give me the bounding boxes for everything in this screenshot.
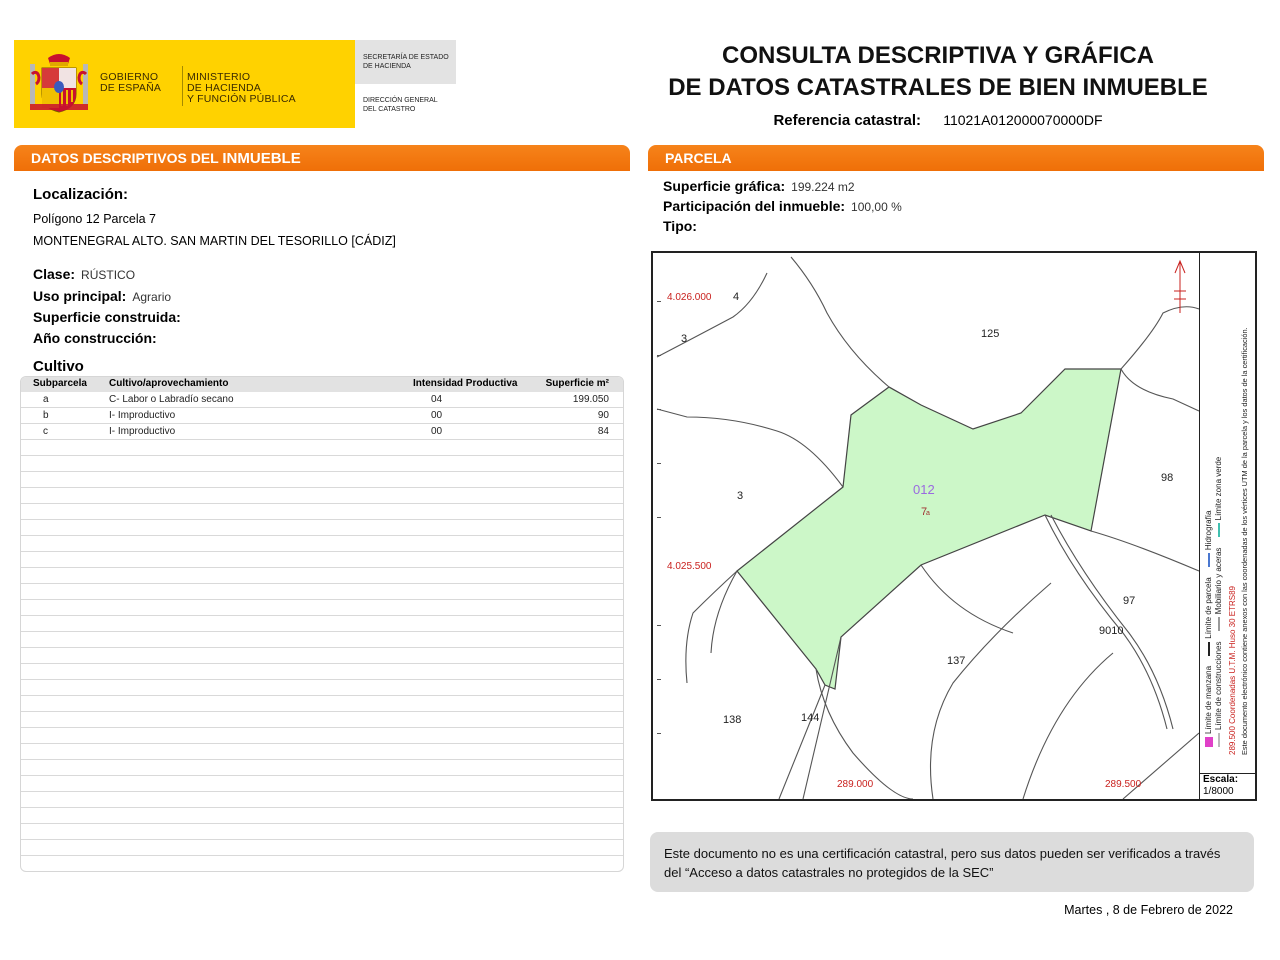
legend-hidrografia: Hidrografía <box>1204 510 1213 551</box>
document-date: Martes , 8 de Febrero de 2022 <box>1064 903 1233 917</box>
map-label-4: 4 <box>733 291 740 303</box>
map-label-138: 138 <box>723 714 742 726</box>
cell-superficie: 84 <box>597 426 609 437</box>
section-title-parcela: PARCELA <box>665 150 732 166</box>
clase-label: Clase: <box>33 266 76 282</box>
uso-row <box>33 288 171 306</box>
cell-superficie: 90 <box>597 410 609 421</box>
participacion-label: Participación del inmueble: <box>663 198 846 214</box>
mobiliario-swatch <box>1218 617 1220 631</box>
map-label-137: 137 <box>947 655 966 667</box>
cell-sub: b <box>43 410 49 421</box>
scale-value: 1/8000 <box>1203 786 1234 797</box>
legend-zona-verde: Límite zona verde <box>1214 456 1223 521</box>
section-bar-descriptivos <box>14 145 630 171</box>
localizacion-line2: MONTENEGRAL ALTO. SAN MARTIN DEL TESORILLO [CÁDIZ] <box>33 234 396 248</box>
superficie-construida-label: Superficie construida: <box>33 309 181 325</box>
ref-value: 11021A012000070000DF <box>943 112 1103 128</box>
manzana-swatch <box>1205 737 1213 747</box>
cell-cultivo: I- Improductivo <box>109 410 176 421</box>
legend-construcciones: Límite de construcciones <box>1214 641 1223 730</box>
header-superficie: Superficie m² <box>545 378 609 389</box>
map-label-3: 3 <box>737 490 744 502</box>
coat-of-arms-icon <box>28 50 90 116</box>
uso-value: Agrario <box>132 290 172 304</box>
tipo-label: Tipo: <box>663 218 697 234</box>
referencia-catastral <box>640 112 1236 129</box>
empty-table-row <box>21 840 623 856</box>
anio-construccion-label: Año construcción: <box>33 330 157 346</box>
anio-construccion-row <box>33 330 157 348</box>
empty-table-row <box>21 616 623 632</box>
cell-cultivo: I- Improductivo <box>109 426 176 437</box>
north-arrow-icon <box>1174 261 1186 313</box>
cell-superficie: 199.050 <box>572 394 609 405</box>
empty-table-row <box>21 568 623 584</box>
map-scale <box>1199 773 1255 799</box>
cell-sub: c <box>43 426 48 437</box>
parcel-poligono-label: 012 <box>913 482 935 497</box>
map-label-9010: 9010 <box>1099 625 1124 637</box>
map-label-98: 98 <box>1161 472 1174 484</box>
empty-table-row <box>21 696 623 712</box>
cultivo-table-header <box>21 377 623 392</box>
cadastral-map <box>651 251 1257 801</box>
legend-mobiliario: Mobiliario y aceras <box>1214 547 1223 615</box>
parcel-number-label: 7 <box>921 506 928 518</box>
section-bar-parcela <box>648 145 1264 171</box>
ref-label: Referencia catastral: <box>773 112 922 129</box>
parcela-swatch <box>1208 642 1210 656</box>
ministerio-text: MINISTERIO DE HACIENDA Y FUNCIÓN PÚBLICA <box>187 71 296 105</box>
government-banner <box>14 40 456 128</box>
map-canvas <box>653 253 1199 799</box>
cultivo-label: Cultivo <box>33 358 84 375</box>
cell-sub: a <box>43 394 49 405</box>
empty-table-row <box>21 648 623 664</box>
hidro-swatch <box>1208 553 1210 567</box>
tick-marks <box>657 301 661 734</box>
cell-intensidad: 00 <box>431 410 443 421</box>
legend-line-1 <box>1204 511 1213 755</box>
banner-divider <box>182 66 183 106</box>
empty-table-row <box>21 776 623 792</box>
uso-label: Uso principal: <box>33 288 127 304</box>
empty-table-row <box>21 472 623 488</box>
superficie-construida-row <box>33 309 181 327</box>
empty-table-row <box>21 728 623 744</box>
table-row <box>21 392 623 408</box>
empty-table-row <box>21 664 623 680</box>
empty-table-row <box>21 712 623 728</box>
map-legend <box>1199 253 1255 773</box>
zona-verde-swatch <box>1218 523 1220 537</box>
cell-intensidad: 04 <box>431 394 443 405</box>
clase-value: RÚSTICO <box>81 268 136 282</box>
coord-y-4025500: 4.025.500 <box>667 561 712 572</box>
parcel-polygon <box>737 369 1124 689</box>
parcel-subparcela-label: a <box>926 510 930 517</box>
legend-manzana: Límite de manzana <box>1204 665 1213 734</box>
empty-table-row <box>21 792 623 808</box>
empty-rows <box>21 440 623 856</box>
empty-table-row <box>21 552 623 568</box>
clase-row <box>33 266 135 284</box>
section-title-b: INMUEBLE <box>222 150 301 167</box>
legend-parcela: Límite de parcela <box>1204 577 1213 639</box>
empty-table-row <box>21 520 623 536</box>
scale-label: Escala: <box>1203 774 1239 785</box>
empty-table-row <box>21 456 623 472</box>
empty-table-row <box>21 744 623 760</box>
localizacion-label: Localización: <box>33 186 129 203</box>
empty-table-row <box>21 632 623 648</box>
legend-note: Este documento electrónico contiene anexos con las coordenadas de los vértices UTM de la parcela y los datos de la certificación. <box>1240 327 1249 755</box>
legend-line-2 <box>1214 457 1223 755</box>
cell-cultivo: C- Labor o Labradío secano <box>109 394 234 405</box>
table-row <box>21 424 623 440</box>
participacion-row <box>663 198 902 216</box>
empty-table-row <box>21 808 623 824</box>
cultivo-table <box>20 376 624 872</box>
cell-intensidad: 00 <box>431 426 443 437</box>
empty-table-row <box>21 440 623 456</box>
coord-y-4026000: 4.026.000 <box>667 292 712 303</box>
empty-table-row <box>21 536 623 552</box>
empty-table-row <box>21 504 623 520</box>
legend-coords: 289.500 Coordenadas U.T.M. Huso 30 ETRS89 <box>1228 586 1237 755</box>
map-label-144: 144 <box>801 712 820 724</box>
empty-table-row <box>21 760 623 776</box>
empty-table-row <box>21 488 623 504</box>
construcciones-swatch <box>1218 733 1220 747</box>
coord-x-289500: 289.500 <box>1105 779 1142 790</box>
participacion-value: 100,00 % <box>851 200 902 214</box>
map-label-125: 125 <box>981 328 1000 340</box>
superficie-grafica-label: Superficie gráfica: <box>663 178 786 194</box>
tipo-row <box>663 218 697 236</box>
legend-rotated <box>1200 253 1256 773</box>
empty-table-row <box>21 600 623 616</box>
superficie-grafica-value: 199.224 m2 <box>791 180 855 194</box>
localizacion-line1: Polígono 12 Parcela 7 <box>33 212 157 226</box>
header-cultivo: Cultivo/aprovechamiento <box>109 378 229 389</box>
table-row <box>21 408 623 424</box>
gobierno-text: GOBIERNO DE ESPAÑA <box>100 71 162 94</box>
empty-table-row <box>21 680 623 696</box>
secretaria-text: SECRETARÍA DE ESTADO DE HACIENDA <box>363 54 449 70</box>
header-intensidad: Intensidad Productiva <box>413 378 518 389</box>
empty-table-row <box>21 824 623 840</box>
section-title-a: DATOS DESCRIPTIVOS DEL <box>31 150 223 166</box>
direccion-text: DIRECCIÓN GENERAL DEL CATASTRO <box>363 97 438 113</box>
disclaimer-note: Este documento no es una certificación catastral, pero sus datos pueden ser verificados a través del “Acceso a datos catastrales no protegidos de la SEC” <box>650 832 1254 892</box>
superficie-grafica-row <box>663 178 855 196</box>
document-title: CONSULTA DESCRIPTIVA Y GRÁFICA DE DATOS CATASTRALES DE BIEN INMUEBLE <box>668 42 1208 101</box>
coord-x-289000: 289.000 <box>837 779 874 790</box>
empty-table-row <box>21 584 623 600</box>
map-label-97: 97 <box>1123 595 1136 607</box>
map-label-3-top: 3 <box>681 333 688 345</box>
header-subparcela: Subparcela <box>33 378 87 389</box>
